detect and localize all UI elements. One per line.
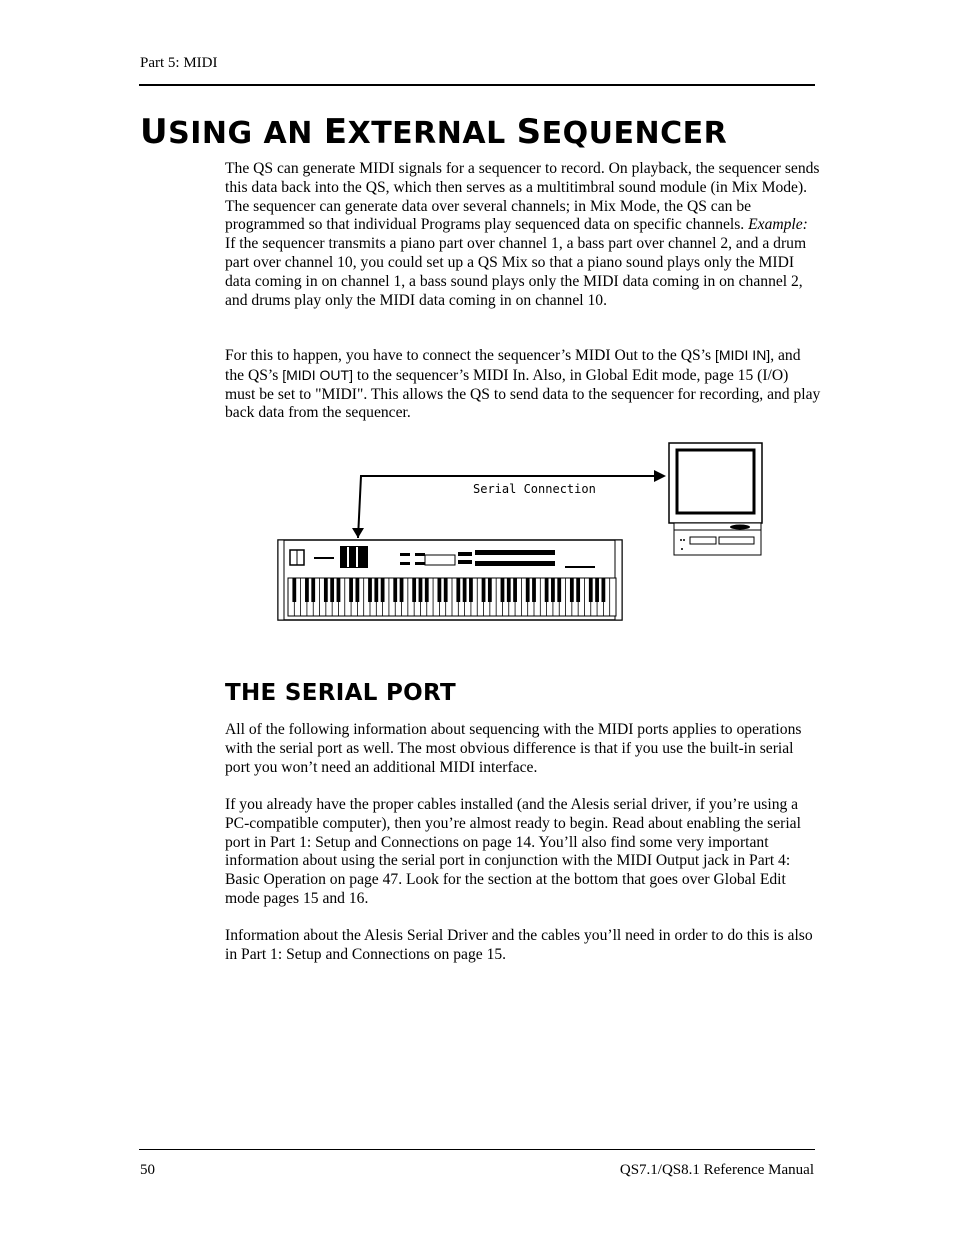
connection-text-c: to the sequencer’s MIDI In. Also, in Global Edit mode, page 15 (I/O) must be set to "MIDI". This allows the QS to send data to the sequencer for recording, and play back data from the sequencer.: [225, 366, 821, 422]
intro-text-a: The QS can generate MIDI signals for a sequencer to record. On playback, the sequencer sends this data back into the QS, which then serves as a multitimbral sound module (in Mix Mode). The sequencer can generate data over several channels; in Mix Mode, the QS can be programmed so that individual Programs play sequenced data on specific channels.: [225, 160, 820, 234]
black-key: [469, 578, 473, 602]
black-key: [400, 578, 404, 602]
intro-paragraph: [225, 160, 821, 310]
black-key: [292, 578, 296, 602]
connection-text-a: For this to happen, you have to connect the sequencer’s MIDI Out to the QS’s: [225, 347, 715, 364]
black-key: [557, 578, 561, 602]
connection-paragraph: [225, 346, 821, 423]
computer-icon: [669, 443, 762, 555]
cable-arrow-right: [654, 470, 666, 482]
intro-text-b: If the sequencer transmits a piano part over channel 1, a bass part over channel 2, and a drum part over channel 10, you could set up a QS Mix so that a piano sound plays only the MIDI data coming in on channel 1, a bass sound plays only the MIDI data coming in on channel 2, and drums play only the MIDI data coming in on channel 10.: [225, 235, 807, 309]
black-key: [337, 578, 341, 602]
black-key: [532, 578, 536, 602]
black-key: [463, 578, 467, 602]
black-key: [437, 578, 441, 602]
black-key: [425, 578, 429, 602]
black-key: [305, 578, 309, 602]
black-key: [349, 578, 353, 602]
black-key: [545, 578, 549, 602]
black-key: [501, 578, 505, 602]
section-title: [140, 112, 727, 152]
black-key: [311, 578, 315, 602]
title-cap-1: U: [140, 112, 169, 152]
serial-paragraph-2: If you already have the proper cables installed (and the Alesis serial driver, if you’re using a PC-compatible computer), then you’re almost ready to begin. Read about enabling the serial port in Part 1: Setup and Connections on page 14. You’ll also find some very important information about using the serial port in conjunction with the MIDI Output jack in Part 4: Basic Operation on page 47. Look for the section at the bottom that goes over Global Edit mode pages 15 and 16.: [225, 796, 801, 907]
black-key: [551, 578, 555, 602]
title-rest-1: SING AN: [168, 116, 324, 151]
serial-connection-diagram: [270, 440, 770, 625]
midi-in-label: [MIDI IN]: [714, 347, 771, 363]
black-key: [374, 578, 378, 602]
page-number: 50: [140, 1162, 155, 1178]
black-key: [595, 578, 599, 602]
black-key: [419, 578, 423, 602]
cable-arrow-down: [352, 528, 364, 538]
black-key: [412, 578, 416, 602]
black-key: [601, 578, 605, 602]
black-key: [456, 578, 460, 602]
black-key: [444, 578, 448, 602]
black-key: [355, 578, 359, 602]
title-rest-2: XTERNAL: [347, 116, 517, 151]
black-key: [488, 578, 492, 602]
midi-out-label: [MIDI OUT]: [282, 366, 353, 383]
black-key: [526, 578, 530, 602]
black-key: [482, 578, 486, 602]
subsection-title: THE SERIAL PORT: [225, 680, 456, 706]
black-key: [393, 578, 397, 602]
black-key: [570, 578, 574, 602]
cable-label: Serial Connection: [473, 482, 596, 496]
footer-rule: [139, 1149, 815, 1150]
connection-text-b: , and the QS’s: [225, 347, 801, 384]
title-cap-3: S: [516, 112, 542, 152]
keyboard-synth: [278, 540, 622, 620]
title-cap-2: E: [323, 112, 348, 152]
example-label: Example:: [748, 216, 808, 234]
title-rest-3: EQUENCER: [541, 116, 728, 151]
header-rule: [139, 84, 815, 86]
black-key: [576, 578, 580, 602]
running-head: Part 5: MIDI: [140, 55, 218, 71]
black-key: [589, 578, 593, 602]
black-key: [507, 578, 511, 602]
black-key: [513, 578, 517, 602]
black-key: [324, 578, 328, 602]
black-key: [330, 578, 334, 602]
serial-paragraph-3: Information about the Alesis Serial Driver and the cables you’ll need in order to do this is also in Part 1: Setup and Connections on page 15.: [225, 927, 813, 963]
black-key: [381, 578, 385, 602]
black-key: [368, 578, 372, 602]
serial-paragraph-1: All of the following information about sequencing with the MIDI ports applies to operations with the serial port as well. The most obvious difference is that if you use the built-in serial port you won’t need an additional MIDI interface.: [225, 721, 802, 776]
manual-title: QS7.1/QS8.1 Reference Manual: [619, 1162, 814, 1178]
